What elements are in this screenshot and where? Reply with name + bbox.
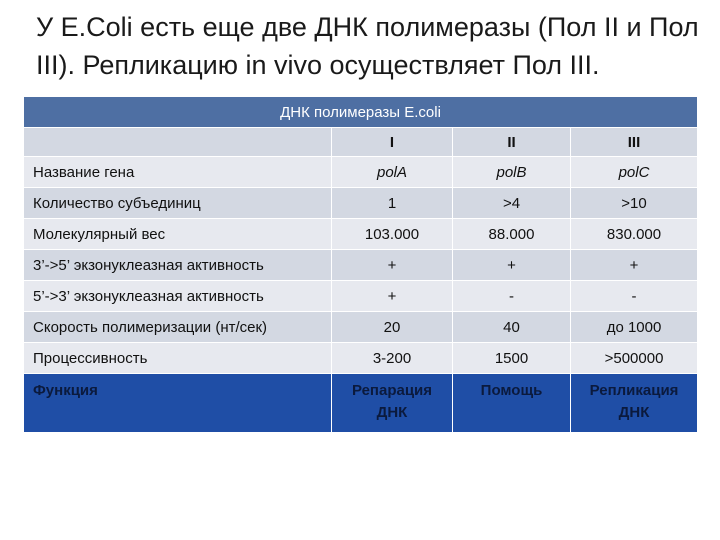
cell-value: 103.000 — [332, 219, 453, 250]
cell-value: polB — [453, 157, 571, 188]
cell-value: + — [453, 250, 571, 281]
row-label: Количество субъединиц — [24, 188, 332, 219]
cell-value: 830.000 — [571, 219, 698, 250]
row-label: Процессивность — [24, 343, 332, 374]
table-title-row — [24, 97, 698, 128]
cell-value: 20 — [332, 312, 453, 343]
cell-value: + — [571, 250, 698, 281]
cell-value: 1 — [332, 188, 453, 219]
table-row-exo-5-3 — [24, 281, 698, 312]
row-label: 5’->3’ экзонуклеазная активность — [24, 281, 332, 312]
cell-value: 3-200 — [332, 343, 453, 374]
cell-value: - — [453, 281, 571, 312]
cell-value — [453, 374, 571, 433]
table-header-row — [24, 128, 698, 157]
table-row-function — [24, 374, 698, 433]
cell-line: ДНК — [376, 404, 408, 421]
column-header-1: I — [332, 128, 453, 157]
cell-value — [571, 374, 698, 433]
row-label: 3’->5’ экзонуклеазная активность — [24, 250, 332, 281]
header-empty-cell — [24, 128, 332, 157]
cell-value: >4 — [453, 188, 571, 219]
cell-value: - — [571, 281, 698, 312]
cell-line: Репликация — [589, 382, 679, 399]
column-header-2: II — [453, 128, 571, 157]
polymerase-table — [23, 96, 698, 433]
row-label: Название гена — [24, 157, 332, 188]
table-row-subunits — [24, 188, 698, 219]
table-row-exo-3-5 — [24, 250, 698, 281]
cell-value: 88.000 — [453, 219, 571, 250]
cell-value: 40 — [453, 312, 571, 343]
cell-line: Репарация — [351, 382, 433, 399]
cell-value: + — [332, 250, 453, 281]
row-label: Скорость полимеризации (нт/сек) — [24, 312, 332, 343]
cell-value: до 1000 — [571, 312, 698, 343]
table-title: ДНК полимеразы E.coli — [24, 97, 698, 128]
cell-value: >500000 — [571, 343, 698, 374]
table-row-molecular-weight — [24, 219, 698, 250]
column-header-3: III — [571, 128, 698, 157]
row-label: Молекулярный вес — [24, 219, 332, 250]
cell-value — [332, 374, 453, 433]
table-row-gene-name — [24, 157, 698, 188]
row-label: Функция — [24, 374, 332, 433]
cell-line: Помощь — [480, 382, 543, 399]
cell-value: polC — [571, 157, 698, 188]
cell-value: + — [332, 281, 453, 312]
slide-heading: У E.Coli есть еще две ДНК полимеразы (Пол II и Пол III). Репликацию in vivo осуществляет Пол III. — [36, 12, 699, 80]
table-row-processivity — [24, 343, 698, 374]
cell-value: >10 — [571, 188, 698, 219]
cell-line: ДНК — [618, 404, 650, 421]
table-row-polymerization-rate — [24, 312, 698, 343]
cell-value: 1500 — [453, 343, 571, 374]
cell-value: polA — [332, 157, 453, 188]
